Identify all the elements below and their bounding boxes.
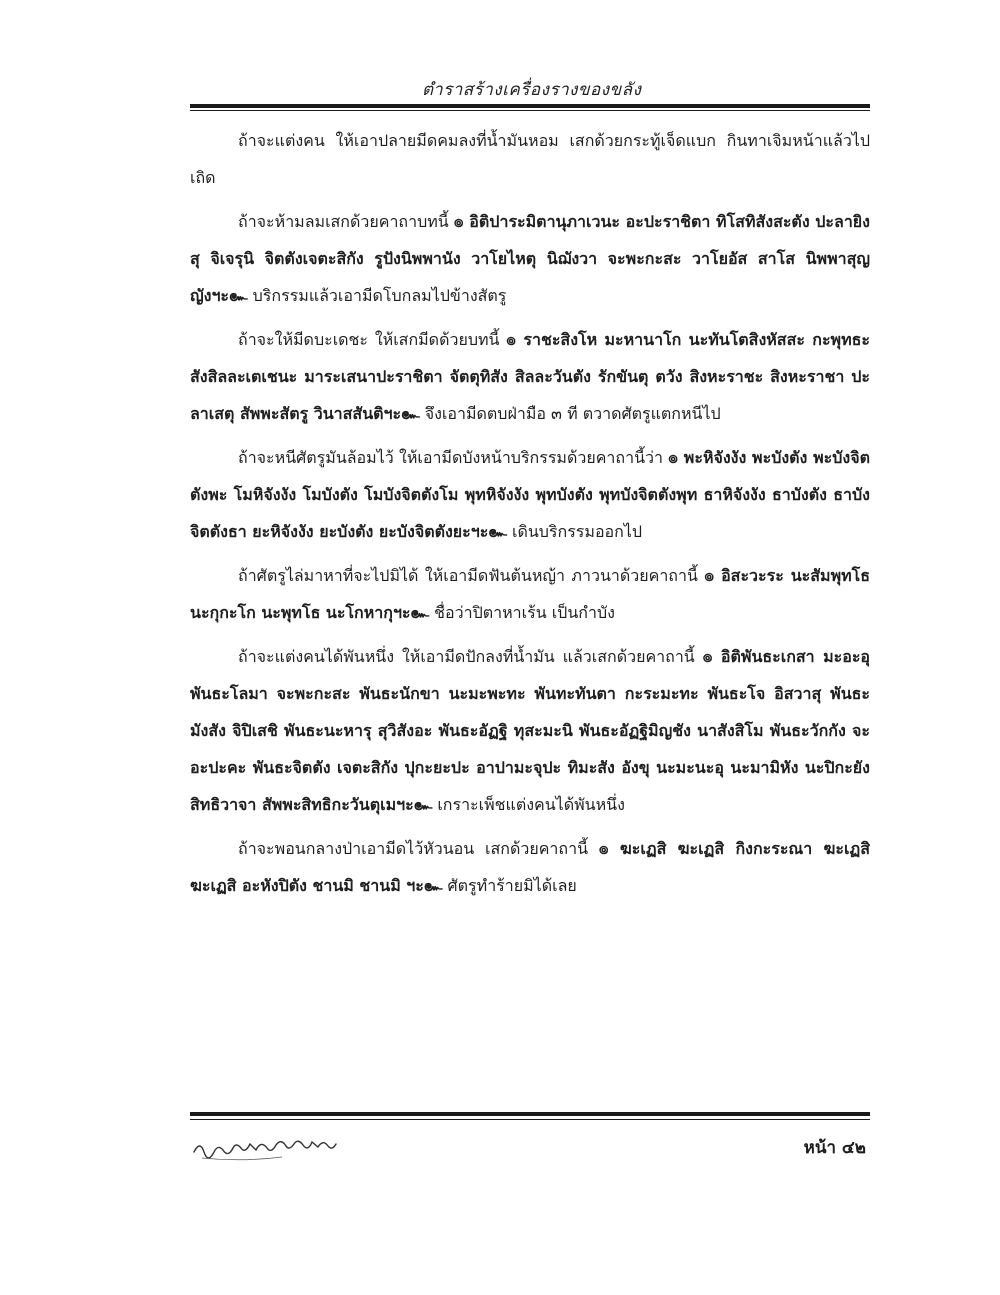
handwritten-signature — [190, 1132, 380, 1168]
paragraph-outro: เดินบริกรรมออกไป — [511, 522, 643, 541]
paragraph-intro: ถ้าจะให้มีดบะเดชะ ให้เสกมีดด้วยบทนี้ — [238, 330, 500, 349]
paragraph-1 — [190, 122, 870, 196]
page-header — [190, 70, 870, 110]
header-rule-thin — [190, 110, 870, 111]
paragraph-intro: ถ้าศัตรูไล่มาหาที่จะไปมิได้ ให้เอามีดฟันต้นหญ้า ภาวนาด้วยคาถานี้ — [238, 566, 698, 585]
paragraph-intro: ถ้าจะหนีศัตรูมันล้อมไว้ ให้เอามีดบังหน้าบริกรรมด้วยคาถานี้ว่า — [238, 448, 663, 467]
paragraph-2 — [190, 203, 870, 314]
paragraph-intro: ถ้าจะแต่งคน ให้เอาปลายมีดคมลงที่น้ำมันหอม เสกด้วยกระทู้เจ็ดแบก กินทาเจิมหน้าแล้วไปเถิด — [190, 131, 870, 187]
paragraph-intro: ถ้าจะห้ามลมเสกด้วยคาถาบทนี้ — [238, 212, 449, 231]
paragraph-outro: บริกรรมแล้วเอามีดโบกลมไปข้างสัตรู — [252, 286, 507, 305]
page-number: หน้า ๔๒ — [803, 1138, 866, 1158]
paragraph-6 — [190, 638, 870, 823]
paragraph-7 — [190, 830, 870, 904]
paragraph-intro: ถ้าจะแต่งคนได้พันหนึ่ง ให้เอามีดปักลงที่น้ำมัน แล้วเสกด้วยคาถานี้ — [238, 647, 695, 666]
paragraph-outro: จึงเอามีดตบฝ่ามือ ๓ ที ตวาดศัตรูแตกหนีไป — [424, 404, 721, 423]
footer-rule-thick — [190, 1112, 870, 1116]
mantra-text: ๏ อิสะวะระ นะสัมพุทโธ นะกุกะโก นะพุทโธ นะโกหากุฯะ๛ — [190, 566, 871, 622]
header-rule-thick — [190, 104, 870, 108]
paragraph-5 — [190, 557, 870, 631]
paragraph-outro: เกราะเพ็ชแต่งคนได้พันหนึ่ง — [437, 795, 625, 814]
running-header-title: ตำราสร้างเครื่องรางของขลัง — [422, 80, 642, 100]
mantra-text: ๏ อิติปาระมิตานุภาเวนะ อะปะราชิตา ทิโสทิสังสะตัง ปะลายิงสุ จิเจรุนิ จิตตังเจตะสิกัง รูปังนิพพานัง วาโยไหตุ นิฌังวา จะพะกะสะ วาโยอัส สาโส นิพพาสุญญังฯะ๛ — [190, 212, 871, 305]
paragraph-outro: ชื่อว่าปิตาหาเร้น เป็นกำบัง — [434, 603, 615, 622]
paragraph-3 — [190, 321, 870, 432]
page-footer — [190, 1112, 870, 1172]
mantra-text: ๏ ฆะเฏสิ ฆะเฏสิ กิงกะระณา ฆะเฏสิ ฆะเฏสิ อะหังปิตัง ชานมิ ชานมิ ฯะ๛ — [190, 839, 870, 895]
mantra-text: ๏ ราชะสิงโห มะหานาโก นะทันโตสิงหัสสะ กะพุทธะสังสิลละเตเชนะ มาระเสนาปะราชิตา จัตตุทิสัง สิลละวันตัง รักขันตุ ตวัง สิงหะราชะ สิงหะราชา ปะลาเสตุ สัพพะสัตรู วินาสสันติฯะ๛ — [190, 330, 870, 423]
paragraph-outro: ศัตรูทำร้ายมิได้เลย — [447, 876, 577, 895]
body-text — [190, 122, 870, 911]
footer-rule-thin — [190, 1119, 870, 1120]
mantra-text: ๏ อิติพันธะเกสา มะอะอุ พันธะโลมา จะพะกะสะ พันธะนักขา นะมะพะทะ พันทะทันตา กะระมะทะ พันธะโจ อิสวาสุ พันธะมังสัง จิปิเสชิ พันธะนะหารุ สุวิสังอะ พันธะอัฏฐิ ทุสะมะนิ พันธะอัฏฐิมิญชัง นาสังสิโม พันธะวักกัง จะอะปะคะ พันธะจิตตัง เจตะสิกัง ปุกะยะปะ อาปามะจุปะ ทิมะสัง อังขุ นะมะนะอุ นะมามิหัง นะปิกะยัง สิทธิวาจา สัพพะสิทธิกะวันตุเมฯะ๛ — [190, 647, 871, 814]
mantra-text: ๏ พะหิจังงัง พะบังตัง พะบังจิตตังพะ โมหิจังงัง โมบังตัง โมบังจิตตังโม พุทหิจังงัง พุทบังตัง พุทบังจิตตังพุท ธาหิจังงัง ธาบังตัง ธาบังจิตตังธา ยะหิจังงัง ยะบังตัง ยะบังจิตตังยะฯะ๛ — [190, 448, 870, 541]
paragraph-4 — [190, 439, 870, 550]
paragraph-intro: ถ้าจะพอนกลางป่าเอามีดไว้หัวนอน เสกด้วยคาถานี้ — [238, 839, 589, 858]
